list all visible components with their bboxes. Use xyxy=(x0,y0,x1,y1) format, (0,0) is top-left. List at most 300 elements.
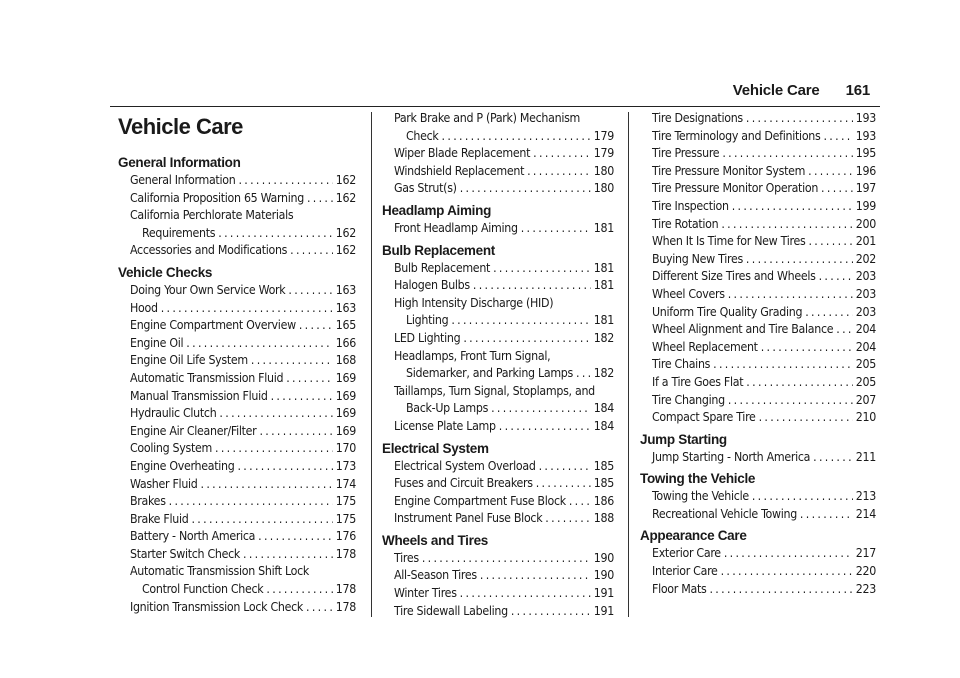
toc-entry-label: Wheel Replacement xyxy=(652,339,758,354)
toc-entry-label: General Information xyxy=(130,173,236,187)
dot-leader xyxy=(709,581,852,599)
toc-entry-label: Bulb Replacement xyxy=(394,260,491,275)
toc-entry-label: Brake Fluid xyxy=(130,511,189,526)
toc-entry-page: 201 xyxy=(855,234,876,249)
dot-leader xyxy=(536,475,591,493)
toc-entry[interactable] xyxy=(382,418,614,436)
toc-entry-page: 175 xyxy=(335,494,356,509)
toc-entry-label: Engine Oil xyxy=(130,335,184,350)
toc-entry-label: Cooling System xyxy=(130,441,213,456)
dot-leader xyxy=(759,409,853,427)
toc-entry-page: 162 xyxy=(335,225,356,240)
toc-entry[interactable] xyxy=(382,550,614,568)
dot-leader xyxy=(238,172,332,190)
toc-entry[interactable] xyxy=(118,493,356,511)
toc-entry-page: 196 xyxy=(855,163,876,178)
dot-leader xyxy=(480,567,591,585)
section-heading: Headlamp Aiming xyxy=(382,202,492,218)
toc-entry-page: 185 xyxy=(593,458,614,473)
toc-section-continued xyxy=(382,110,614,198)
toc-entry[interactable] xyxy=(640,216,876,234)
toc-section-vehicle-checks xyxy=(118,264,356,616)
toc-entry-page: 178 xyxy=(335,582,356,597)
page-title: Vehicle Care xyxy=(118,114,243,139)
toc-entry-label: Hydraulic Clutch xyxy=(130,406,217,421)
toc-entry-label: Tire Changing xyxy=(652,392,725,407)
toc-entry[interactable] xyxy=(382,603,614,621)
toc-entry-page: 181 xyxy=(593,278,614,293)
toc-entry[interactable] xyxy=(118,476,356,494)
dot-leader xyxy=(218,225,333,243)
dot-leader xyxy=(460,585,591,603)
toc-entry-label: Brakes xyxy=(130,494,166,509)
dot-leader xyxy=(493,260,591,278)
toc-entry-label: Tire Sidewall Labeling xyxy=(394,603,508,618)
toc-entry-label: License Plate Lamp xyxy=(394,418,496,433)
toc-entry-page: 185 xyxy=(593,476,614,491)
toc-entry-page: 181 xyxy=(593,260,614,275)
toc-entry-label: Tire Designations xyxy=(652,111,743,125)
toc-entry[interactable] xyxy=(640,581,876,599)
toc-entry-label: Towing the Vehicle xyxy=(652,489,749,504)
section-heading: Electrical System xyxy=(382,440,489,456)
toc-entry-label: If a Tire Goes Flat xyxy=(652,374,744,389)
toc-entry-page: 165 xyxy=(335,318,356,333)
toc-entry-label: Uniform Tire Quality Grading xyxy=(652,304,803,319)
toc-entry[interactable] xyxy=(640,163,876,181)
toc-entry-page: 170 xyxy=(335,441,356,456)
toc-entry[interactable] xyxy=(118,528,356,546)
toc-entry-page: 203 xyxy=(855,286,876,301)
toc-entry-page: 169 xyxy=(335,388,356,403)
toc-entry-label-continued: Sidemarker, and Parking Lamps xyxy=(406,366,573,381)
toc-entry-label: Front Headlamp Aiming xyxy=(394,220,518,235)
section-heading: Appearance Care xyxy=(640,528,747,544)
section-heading: Vehicle Checks xyxy=(118,264,213,280)
toc-entry-label: Interior Care xyxy=(652,564,718,579)
toc-entry[interactable] xyxy=(640,506,876,524)
toc-entry[interactable] xyxy=(640,356,876,374)
toc-entry-label-continued: Control Function Check xyxy=(142,582,264,597)
toc-section-electrical-system xyxy=(382,440,614,528)
dot-leader xyxy=(800,506,853,524)
dot-leader xyxy=(271,388,333,406)
dot-leader xyxy=(821,180,853,198)
toc-entry-label: Wheel Covers xyxy=(652,286,725,301)
dot-leader xyxy=(288,282,332,300)
toc-section-bulb-replacement xyxy=(382,242,614,436)
toc-section-general-information xyxy=(118,154,356,260)
toc-entry[interactable] xyxy=(382,475,614,493)
toc-entry[interactable] xyxy=(640,339,876,357)
dot-leader xyxy=(251,352,333,370)
toc-entry-page: 173 xyxy=(335,458,356,473)
dot-leader xyxy=(286,370,333,388)
toc-entry[interactable] xyxy=(118,172,356,190)
toc-entry-label: All-Season Tires xyxy=(394,568,477,583)
toc-entry-page: 190 xyxy=(593,568,614,583)
dot-leader xyxy=(836,321,853,339)
toc-entry-label: Tire Pressure Monitor System xyxy=(652,163,806,178)
header-rule xyxy=(110,106,880,107)
toc-entry[interactable] xyxy=(118,207,356,242)
dot-leader xyxy=(533,145,591,163)
dot-leader xyxy=(259,423,332,441)
toc-entry-label: Halogen Bulbs xyxy=(394,278,470,293)
toc-entry[interactable] xyxy=(640,268,876,286)
dot-leader xyxy=(527,163,591,181)
toc-entry[interactable] xyxy=(118,282,356,300)
section-heading: Towing the Vehicle xyxy=(640,471,756,487)
section-heading: General Information xyxy=(118,155,241,170)
toc-entry-page: 168 xyxy=(335,353,356,368)
dot-leader xyxy=(307,190,333,208)
toc-entry[interactable] xyxy=(382,567,614,585)
toc-entry-label: Electrical System Overload xyxy=(394,458,536,473)
toc-entry-label: Tire Rotation xyxy=(652,216,719,231)
dot-leader xyxy=(521,220,591,238)
toc-entry-page: 191 xyxy=(593,603,614,618)
toc-entry[interactable] xyxy=(118,511,356,529)
toc-section-continued xyxy=(640,110,876,427)
toc-entry-page: 182 xyxy=(593,366,614,381)
column-divider xyxy=(371,112,372,617)
toc-entry-label: LED Lighting xyxy=(394,330,461,345)
toc-entry[interactable] xyxy=(118,440,356,458)
toc-entry-label: Exterior Care xyxy=(652,546,721,561)
toc-entry[interactable] xyxy=(118,242,356,260)
dot-leader xyxy=(266,581,332,599)
toc-entry[interactable] xyxy=(640,321,876,339)
toc-entry[interactable] xyxy=(382,277,614,295)
toc-entry[interactable] xyxy=(118,317,356,335)
toc-entry-page: 162 xyxy=(335,243,356,258)
dot-leader xyxy=(746,374,852,392)
toc-entry-label: Tire Inspection xyxy=(652,198,729,213)
header-page-number: 161 xyxy=(845,82,870,99)
toc-entry[interactable] xyxy=(640,233,876,251)
dot-leader xyxy=(499,418,591,436)
toc-entry-label: Jump Starting - North America xyxy=(652,449,811,464)
toc-entry-label-continued: Check xyxy=(406,128,439,143)
toc-entry[interactable] xyxy=(118,190,356,208)
dot-leader xyxy=(808,163,853,181)
toc-entry-label: Windshield Replacement xyxy=(394,163,525,178)
toc-entry[interactable] xyxy=(118,405,356,423)
toc-entry[interactable] xyxy=(382,220,614,238)
dot-leader xyxy=(819,268,853,286)
toc-entry[interactable] xyxy=(640,374,876,392)
toc-entry[interactable] xyxy=(118,388,356,406)
toc-entry[interactable] xyxy=(382,180,614,198)
dot-leader xyxy=(732,198,853,216)
toc-entry-page: 193 xyxy=(855,111,876,125)
dot-leader xyxy=(442,128,591,146)
toc-entry-page: 217 xyxy=(855,546,876,561)
toc-entry-page: 169 xyxy=(335,406,356,421)
toc-entry-page: 205 xyxy=(855,357,876,372)
toc-entry-label: Fuses and Circuit Breakers xyxy=(394,476,533,491)
toc-section-towing-the-vehicle xyxy=(640,470,876,523)
section-heading: Jump Starting xyxy=(640,431,727,447)
dot-leader xyxy=(258,528,333,546)
toc-section-appearance-care xyxy=(640,527,876,598)
dot-leader xyxy=(545,510,590,528)
toc-entry[interactable] xyxy=(118,563,356,598)
toc-entry-label: Buying New Tires xyxy=(652,251,743,266)
dot-leader xyxy=(728,286,853,304)
toc-entry[interactable] xyxy=(640,392,876,410)
toc-entry[interactable] xyxy=(640,286,876,304)
toc-entry[interactable] xyxy=(640,449,876,467)
dot-leader xyxy=(721,216,852,234)
toc-entry[interactable] xyxy=(382,348,614,383)
toc-entry[interactable] xyxy=(382,163,614,181)
dot-leader xyxy=(243,546,333,564)
toc-entry-label: When It Is Time for New Tires xyxy=(652,234,806,249)
dot-leader xyxy=(299,317,333,335)
toc-entry-page: 163 xyxy=(335,282,356,297)
toc-entry-label: Taillamps, Turn Signal, Stoplamps, and xyxy=(394,383,595,398)
toc-entry-page: 180 xyxy=(593,163,614,178)
dot-leader xyxy=(306,599,333,617)
dot-leader xyxy=(219,405,332,423)
toc-entry-label: Compact Spare Tire xyxy=(652,410,756,425)
dot-leader xyxy=(813,449,853,467)
dot-leader xyxy=(463,330,590,348)
toc-entry-page: 191 xyxy=(593,586,614,601)
toc-entry-label: Tire Pressure Monitor Operation xyxy=(652,181,819,196)
toc-entry-label: Headlamps, Front Turn Signal, xyxy=(394,348,551,363)
dot-leader xyxy=(721,563,853,581)
toc-entry-label-continued: Back-Up Lamps xyxy=(406,401,489,416)
toc-entry-label-continued: Requirements xyxy=(142,225,216,240)
toc-entry-page: 220 xyxy=(855,564,876,579)
dot-leader xyxy=(511,603,591,621)
toc-entry-page: 200 xyxy=(855,216,876,231)
toc-section-wheels-and-tires xyxy=(382,532,614,620)
toc-entry-label: Tires xyxy=(394,550,419,565)
dot-leader xyxy=(191,511,332,529)
dot-leader xyxy=(722,145,852,163)
toc-entry[interactable] xyxy=(382,330,614,348)
toc-entry[interactable] xyxy=(640,545,876,563)
toc-entry-page: 169 xyxy=(335,423,356,438)
toc-entry-page: 179 xyxy=(593,146,614,161)
dot-leader xyxy=(215,440,333,458)
toc-entry-page: 181 xyxy=(593,220,614,235)
toc-entry[interactable] xyxy=(640,251,876,269)
dot-leader xyxy=(808,233,852,251)
toc-entry-page: 179 xyxy=(593,128,614,143)
toc-entry[interactable] xyxy=(640,128,876,146)
dot-leader xyxy=(460,180,591,198)
toc-entry-page: 210 xyxy=(855,410,876,425)
toc-entry-label: Doing Your Own Service Work xyxy=(130,282,286,297)
section-heading: Bulb Replacement xyxy=(382,242,495,258)
dot-leader xyxy=(728,392,853,410)
dot-leader xyxy=(237,458,332,476)
toc-entry-label: Engine Compartment Overview xyxy=(130,318,296,333)
dot-leader xyxy=(169,493,333,511)
dot-leader xyxy=(752,488,853,506)
toc-entry-page: 202 xyxy=(855,251,876,266)
toc-entry-page: 169 xyxy=(335,370,356,385)
toc-entry-label: Wheel Alignment and Tire Balance xyxy=(652,322,834,337)
dot-leader xyxy=(186,335,332,353)
toc-entry-label: High Intensity Discharge (HID) xyxy=(394,295,554,310)
dot-leader xyxy=(724,545,853,563)
toc-entry[interactable] xyxy=(118,352,356,370)
dot-leader xyxy=(491,400,591,418)
toc-entry-page: 204 xyxy=(855,322,876,337)
toc-entry-page: 195 xyxy=(855,146,876,161)
toc-entry[interactable] xyxy=(118,423,356,441)
toc-entry-label: Tire Pressure xyxy=(652,146,720,161)
toc-entry-label: Tire Terminology and Definitions xyxy=(652,128,821,143)
toc-entry[interactable] xyxy=(382,458,614,476)
toc-section-headlamp-aiming xyxy=(382,202,614,238)
dot-leader xyxy=(451,312,590,330)
section-heading: Wheels and Tires xyxy=(382,532,488,548)
toc-entry-page: 214 xyxy=(855,506,876,521)
toc-entry-page: 180 xyxy=(593,181,614,196)
toc-entry[interactable] xyxy=(118,458,356,476)
toc-entry-page: 193 xyxy=(855,128,876,143)
toc-entry-label-continued: Lighting xyxy=(406,313,449,328)
toc-entry-page: 178 xyxy=(335,546,356,561)
toc-entry[interactable] xyxy=(118,335,356,353)
toc-entry[interactable] xyxy=(382,110,614,145)
dot-leader xyxy=(473,277,591,295)
toc-entry-page: 176 xyxy=(335,529,356,544)
toc-entry-label: Park Brake and P (Park) Mechanism xyxy=(394,111,581,125)
toc-entry-label: Automatic Transmission Shift Lock xyxy=(130,564,309,579)
dot-leader xyxy=(201,476,333,494)
toc-entry-page: 197 xyxy=(855,181,876,196)
dot-leader xyxy=(823,128,852,146)
dot-leader xyxy=(713,356,853,374)
toc-entry[interactable] xyxy=(118,300,356,318)
toc-entry[interactable] xyxy=(382,510,614,528)
toc-entry-label: California Perchlorate Materials xyxy=(130,208,294,223)
toc-entry-page: 186 xyxy=(593,493,614,508)
dot-leader xyxy=(290,242,333,260)
toc-entry[interactable] xyxy=(640,198,876,216)
toc-entry-label: Winter Tires xyxy=(394,586,457,601)
toc-column-1 xyxy=(118,110,356,618)
toc-entry-label: Floor Mats xyxy=(652,581,707,596)
toc-entry-label: Engine Air Cleaner/Filter xyxy=(130,423,257,438)
toc-entry-page: 184 xyxy=(593,401,614,416)
toc-entry[interactable] xyxy=(382,585,614,603)
toc-column-3 xyxy=(640,110,876,600)
toc-entry-page: 182 xyxy=(593,330,614,345)
toc-entry-page: 166 xyxy=(335,335,356,350)
toc-entry[interactable] xyxy=(640,409,876,427)
dot-leader xyxy=(761,339,853,357)
toc-entry[interactable] xyxy=(640,145,876,163)
toc-entry[interactable] xyxy=(118,546,356,564)
toc-entry[interactable] xyxy=(382,383,614,418)
toc-entry-label: Ignition Transmission Lock Check xyxy=(130,599,304,614)
running-header xyxy=(670,82,870,104)
toc-entry[interactable] xyxy=(118,599,356,617)
toc-entry-label: Tire Chains xyxy=(652,357,711,372)
toc-entry[interactable] xyxy=(382,260,614,278)
dot-leader xyxy=(805,304,853,322)
toc-entry-page: 174 xyxy=(335,476,356,491)
toc-entry-label: Hood xyxy=(130,300,158,315)
toc-entry-label: Automatic Transmission Fluid xyxy=(130,370,284,385)
column-divider xyxy=(628,112,629,617)
toc-entry-label: Instrument Panel Fuse Block xyxy=(394,511,543,526)
dot-leader xyxy=(576,365,591,383)
header-title: Vehicle Care xyxy=(732,82,820,99)
toc-entry-label: Washer Fluid xyxy=(130,476,198,491)
toc-entry-label: Engine Oil Life System xyxy=(130,353,248,368)
toc-entry-page: 190 xyxy=(593,550,614,565)
toc-entry-page: 184 xyxy=(593,418,614,433)
toc-entry-page: 223 xyxy=(855,581,876,596)
toc-entry-label: Wiper Blade Replacement xyxy=(394,146,531,161)
dot-leader xyxy=(746,251,853,269)
toc-entry-page: 199 xyxy=(855,198,876,213)
toc-entry-page: 205 xyxy=(855,374,876,389)
toc-entry[interactable] xyxy=(118,370,356,388)
toc-entry[interactable] xyxy=(382,295,614,330)
toc-entry[interactable] xyxy=(640,304,876,322)
toc-entry-label: Engine Overheating xyxy=(130,458,235,473)
dot-leader xyxy=(161,300,333,318)
toc-entry-label: Different Size Tires and Wheels xyxy=(652,269,816,284)
toc-entry-page: 163 xyxy=(335,300,356,315)
dot-leader xyxy=(539,458,591,476)
toc-entry-label: Accessories and Modifications xyxy=(130,243,288,258)
dot-leader xyxy=(746,110,853,128)
toc-entry-label: California Proposition 65 Warning xyxy=(130,190,304,205)
toc-entry-page: 207 xyxy=(855,392,876,407)
toc-entry[interactable] xyxy=(640,180,876,198)
toc-entry-page: 181 xyxy=(593,313,614,328)
toc-entry-page: 203 xyxy=(855,269,876,284)
toc-entry-page: 178 xyxy=(335,599,356,614)
toc-entry-page: 204 xyxy=(855,339,876,354)
toc-entry-page: 175 xyxy=(335,511,356,526)
toc-entry-page: 213 xyxy=(855,489,876,504)
toc-entry[interactable] xyxy=(640,110,876,128)
toc-entry[interactable] xyxy=(382,145,614,163)
toc-entry-page: 162 xyxy=(335,190,356,205)
toc-section-jump-starting xyxy=(640,431,876,467)
toc-column-2 xyxy=(382,110,614,622)
toc-entry-page: 203 xyxy=(855,304,876,319)
toc-entry[interactable] xyxy=(640,563,876,581)
toc-entry-label: Gas Strut(s) xyxy=(394,181,457,196)
toc-entry-label: Battery - North America xyxy=(130,529,256,544)
toc-entry-page: 188 xyxy=(593,511,614,526)
toc-entry[interactable] xyxy=(382,493,614,511)
toc-entry-label: Manual Transmission Fluid xyxy=(130,388,268,403)
toc-entry-page: 211 xyxy=(855,449,876,464)
dot-leader xyxy=(422,550,591,568)
toc-entry-page: 162 xyxy=(335,173,356,187)
toc-entry-label: Starter Switch Check xyxy=(130,546,241,561)
toc-entry-label: Recreational Vehicle Towing xyxy=(652,506,797,521)
dot-leader xyxy=(569,493,591,511)
toc-entry[interactable] xyxy=(640,488,876,506)
toc-entry-label: Engine Compartment Fuse Block xyxy=(394,493,566,508)
